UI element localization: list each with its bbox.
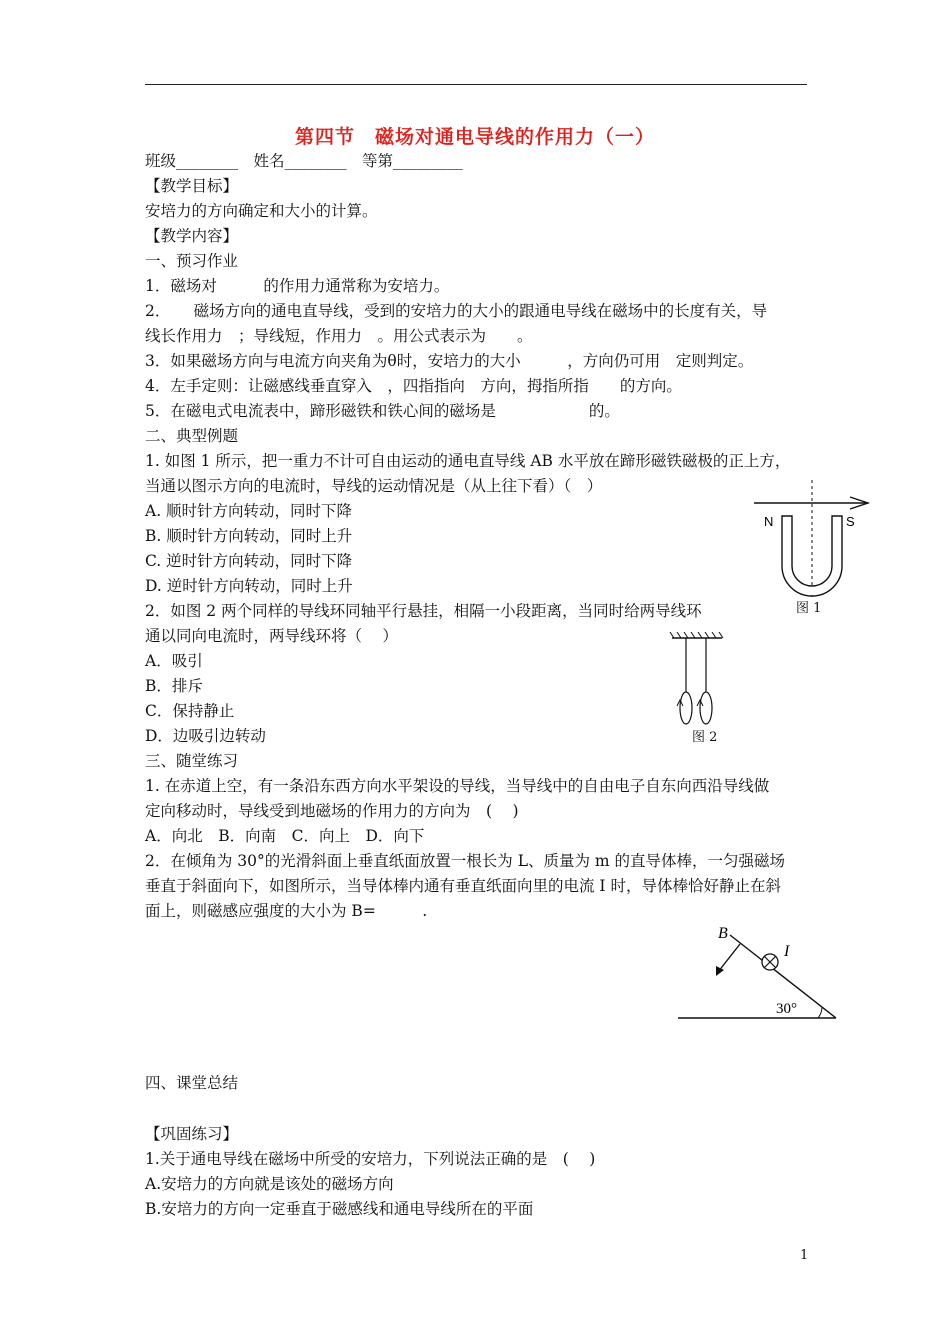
text-line: 当通以图示方向的电流时，导线的运动情况是（从上往下看）（ ）: [145, 477, 603, 495]
text-line: A．向北 B．向南 C．向上 D．向下: [145, 827, 425, 845]
text-line: C．保持静止: [145, 702, 235, 720]
text-line: 班级________ 姓名________ 等第_________: [145, 152, 463, 170]
text-line: 1.关于通电导线在磁场中所受的安培力，下列说法正确的是 ( ): [145, 1150, 596, 1168]
text-line: 定向移动时，导线受到地磁场的作用力的方向为 ( ): [145, 802, 519, 820]
text-line: A.安培力的方向就是该处的磁场方向: [145, 1175, 394, 1193]
figure-2-suspended-rings: [668, 632, 728, 727]
text-line: 线长作用力 ；导线短，作用力 。用公式表示为 。: [145, 327, 533, 345]
text-line: 2．如图 2 两个同样的导线环同轴平行悬挂，相隔一小段距离，当同时给两导线环: [145, 602, 702, 620]
text-line: 3．如果磁场方向与电流方向夹角为θ时，安培力的大小 ，方向仍可用 定则判定。: [145, 352, 754, 370]
text-line: 二、典型例题: [145, 427, 239, 445]
text-line: B．排斥: [145, 677, 203, 695]
text-line: C. 逆时针方向转动，同时下降: [145, 552, 353, 570]
text-line: 三、随堂练习: [145, 752, 239, 770]
text-line: A．吸引: [145, 652, 203, 670]
figure-2-caption: 图 2: [692, 730, 718, 745]
angle-label: 30°: [776, 1001, 797, 1017]
text-line: B.安培力的方向一定垂直于磁感线和通电导线所在的平面: [145, 1200, 534, 1218]
text-line: B. 顺时针方向转动，同时上升: [145, 527, 353, 545]
text-line: 【教学目标】: [145, 177, 239, 195]
page-title: 第四节 磁场对通电导线的作用力（一）: [294, 126, 655, 148]
text-line: 2．在倾角为 30°的光滑斜面上垂直纸面放置一根长为 L、质量为 m 的直导体棒，一匀强磁场: [145, 852, 786, 870]
field-b-label: B: [718, 925, 728, 942]
text-line: D．边吸引边转动: [145, 727, 266, 745]
figure-3-inclined-plane: [672, 920, 842, 1025]
page-number: 1: [800, 1248, 809, 1263]
header-rule: [145, 84, 807, 85]
text-line: 1. 如图 1 所示，把一重力不计可自由运动的通电直导线 AB 水平放在蹄形磁铁磁极的正上方，: [145, 452, 791, 470]
text-line: 【教学内容】: [145, 227, 239, 245]
text-line: 四、课堂总结: [145, 1074, 239, 1092]
text-line: A. 顺时针方向转动，同时下降: [145, 502, 353, 520]
text-line: 1．磁场对 的作用力通常称为安培力。: [145, 277, 450, 295]
text-line: D. 逆时针方向转动，同时上升: [145, 577, 353, 595]
text-line: 安培力的方向确定和大小的计算。: [145, 202, 378, 220]
text-line: 5．在磁电式电流表中，蹄形磁铁和铁心间的磁场是 的。: [145, 402, 620, 420]
text-line: 通以同向电流时，两导线环将（ ）: [145, 627, 398, 645]
pole-s-label: S: [846, 514, 855, 529]
text-line: 1. 在赤道上空，有一条沿东西方向水平架设的导线，当导线中的自由电子自东向西沿导线做: [145, 777, 770, 795]
text-line: 一、预习作业: [145, 252, 239, 270]
current-i-label: I: [784, 943, 790, 960]
pole-n-label: N: [764, 514, 774, 529]
figure-1-caption: 图 1: [796, 601, 822, 616]
text-line: 【巩固练习】: [145, 1125, 239, 1143]
text-line: 2． 磁场方向的通电直导线，受到的安培力的大小的跟通电导线在磁场中的长度有关，导: [145, 302, 768, 320]
text-line: 垂直于斜面向下，如图所示，当导体棒内通有垂直纸面向里的电流 I 时，导体棒恰好静止在斜: [145, 877, 781, 895]
text-line: 面上，则磁感应强度的大小为 B= .: [145, 902, 428, 920]
text-line: 4．左手定则：让磁感线垂直穿入 ，四指指向 方向，拇指所指 的方向。: [145, 377, 682, 395]
